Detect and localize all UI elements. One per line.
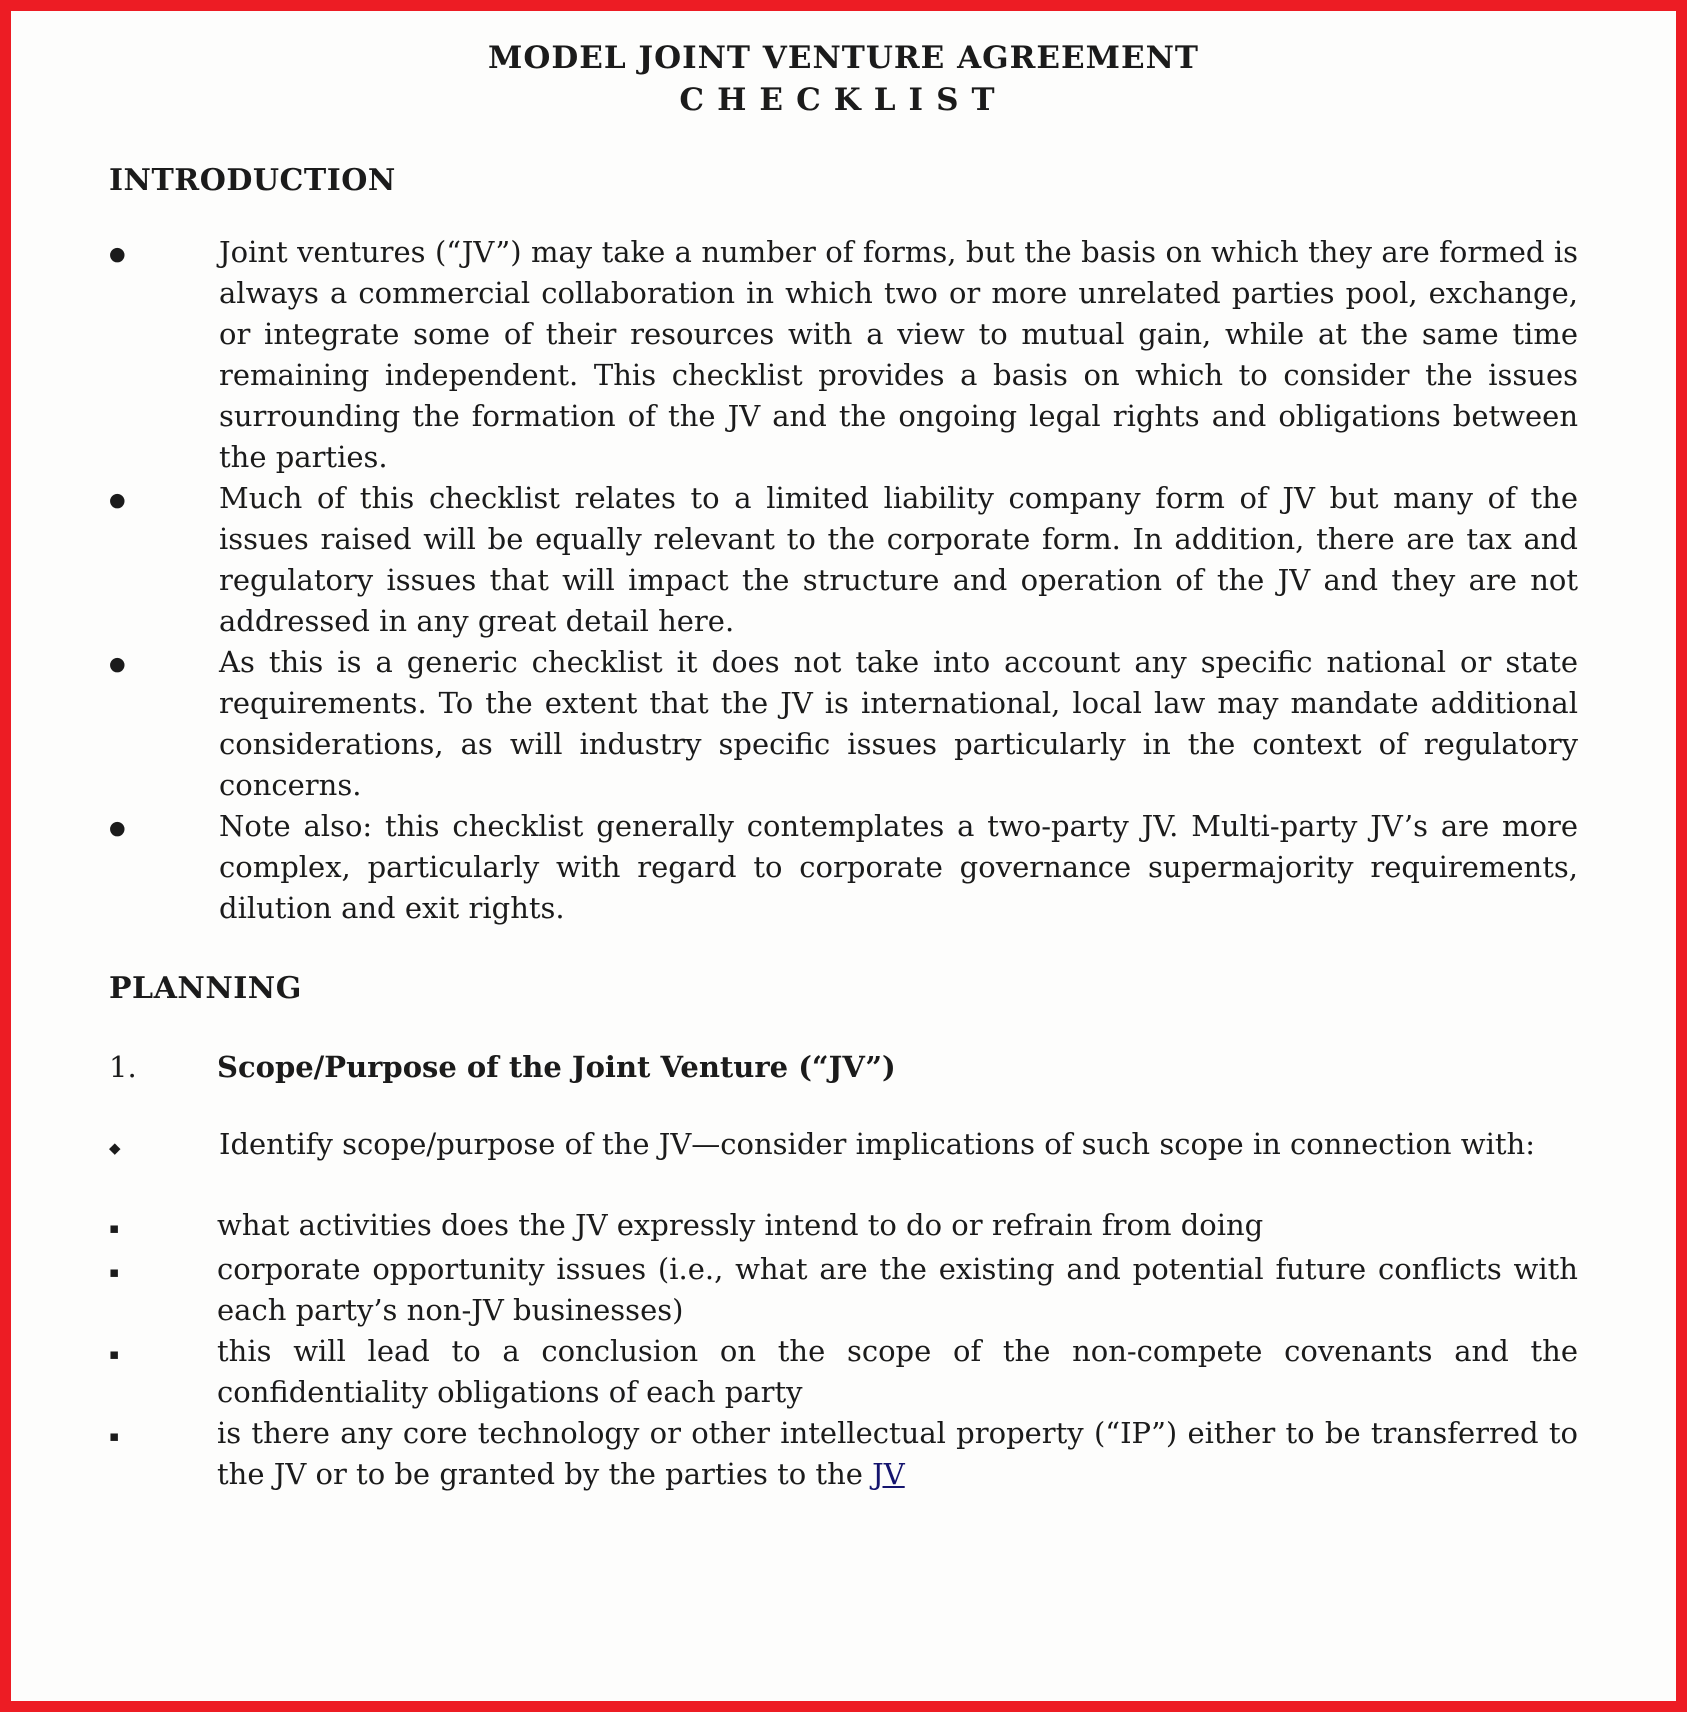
planning-sub-list (109, 1205, 1578, 1495)
bullet-text: Much of this checklist relates to a limited liability company form of JV but many of the issues raised will be equally relevant to the corporate form. In addition, there are tax and regulatory issues that will impact the structure and operation of the JV and they are not addressed in any great detail here. (219, 481, 1578, 638)
section-heading-planning: PLANNING (109, 971, 302, 1006)
numbered-section-row (109, 1050, 1578, 1084)
round-bullet-icon: ● (109, 243, 126, 265)
bullet-text: Identify scope/purpose of the JV—consider implications of such scope in connection with: (219, 1127, 1535, 1161)
round-bullet-icon: ● (109, 489, 126, 511)
planning-lead-list (109, 1124, 1578, 1169)
list-item (109, 1205, 1578, 1249)
section-title: Scope/Purpose of the Joint Venture (“JV”) (217, 1050, 896, 1084)
list-item (109, 806, 1578, 929)
bullet-text: Note also: this checklist generally contemplates a two-party JV. Multi-party JV’s are more complex, particularly with regard to corporate governance supermajority requirements, dilution and exit rights. (219, 809, 1578, 925)
bullet-text: this will lead to a conclusion on the scope of the non-compete covenants and the confidentiality obligations of each party (217, 1334, 1578, 1409)
list-item (109, 1124, 1578, 1169)
bullet-text (217, 1413, 1578, 1495)
bullet-text: what activities does the JV expressly intend to do or refrain from doing (217, 1208, 1264, 1242)
section-number: 1. (109, 1050, 137, 1084)
square-bullet-icon: ▪ (109, 1345, 120, 1363)
title-block (109, 37, 1578, 121)
square-bullet-icon: ▪ (109, 1427, 120, 1445)
document-subtitle: CHECKLIST (679, 82, 1008, 118)
round-bullet-icon: ● (109, 817, 126, 839)
introduction-bullet-list (109, 232, 1578, 929)
round-bullet-icon: ● (109, 653, 126, 675)
spacer (109, 1169, 1578, 1205)
bullet-text: Joint ventures (“JV”) may take a number of forms, but the basis on which they are formed is always a commercial collaboration in which two or more unrelated parties pool, exchange, or integrate some of their resources with a view to mutual gain, while at the same time remaining independent. This checklist provides a basis on which to consider the issues surrounding the formation of the JV and the ongoing legal rights and obligations between the parties. (219, 235, 1578, 474)
list-item (109, 478, 1578, 642)
list-item (109, 1413, 1578, 1495)
square-bullet-icon: ▪ (109, 1219, 120, 1237)
section-heading-introduction: INTRODUCTION (109, 163, 396, 198)
square-bullet-icon: ▪ (109, 1263, 120, 1281)
bullet-text: corporate opportunity issues (i.e., what are the existing and potential future conflicts with each party’s non-JV businesses) (217, 1252, 1578, 1327)
document-title: MODEL JOINT VENTURE AGREEMENT (488, 40, 1199, 76)
diamond-bullet-icon: ◆ (109, 1139, 121, 1157)
page-content (11, 11, 1676, 1495)
bullet-text-part: is there any core technology or other intellectual property (“IP”) either to be transferred to the JV or to be granted by the parties to the (217, 1416, 1578, 1491)
jv-link[interactable]: JV (872, 1457, 905, 1491)
list-item (109, 1249, 1578, 1331)
list-item (109, 642, 1578, 806)
list-item (109, 232, 1578, 478)
bullet-text: As this is a generic checklist it does not take into account any specific national or state requirements. To the extent that the JV is international, local law may mandate additional considerations, as will industry specific issues particularly in the context of regulatory concerns. (219, 645, 1578, 802)
list-item (109, 1331, 1578, 1413)
